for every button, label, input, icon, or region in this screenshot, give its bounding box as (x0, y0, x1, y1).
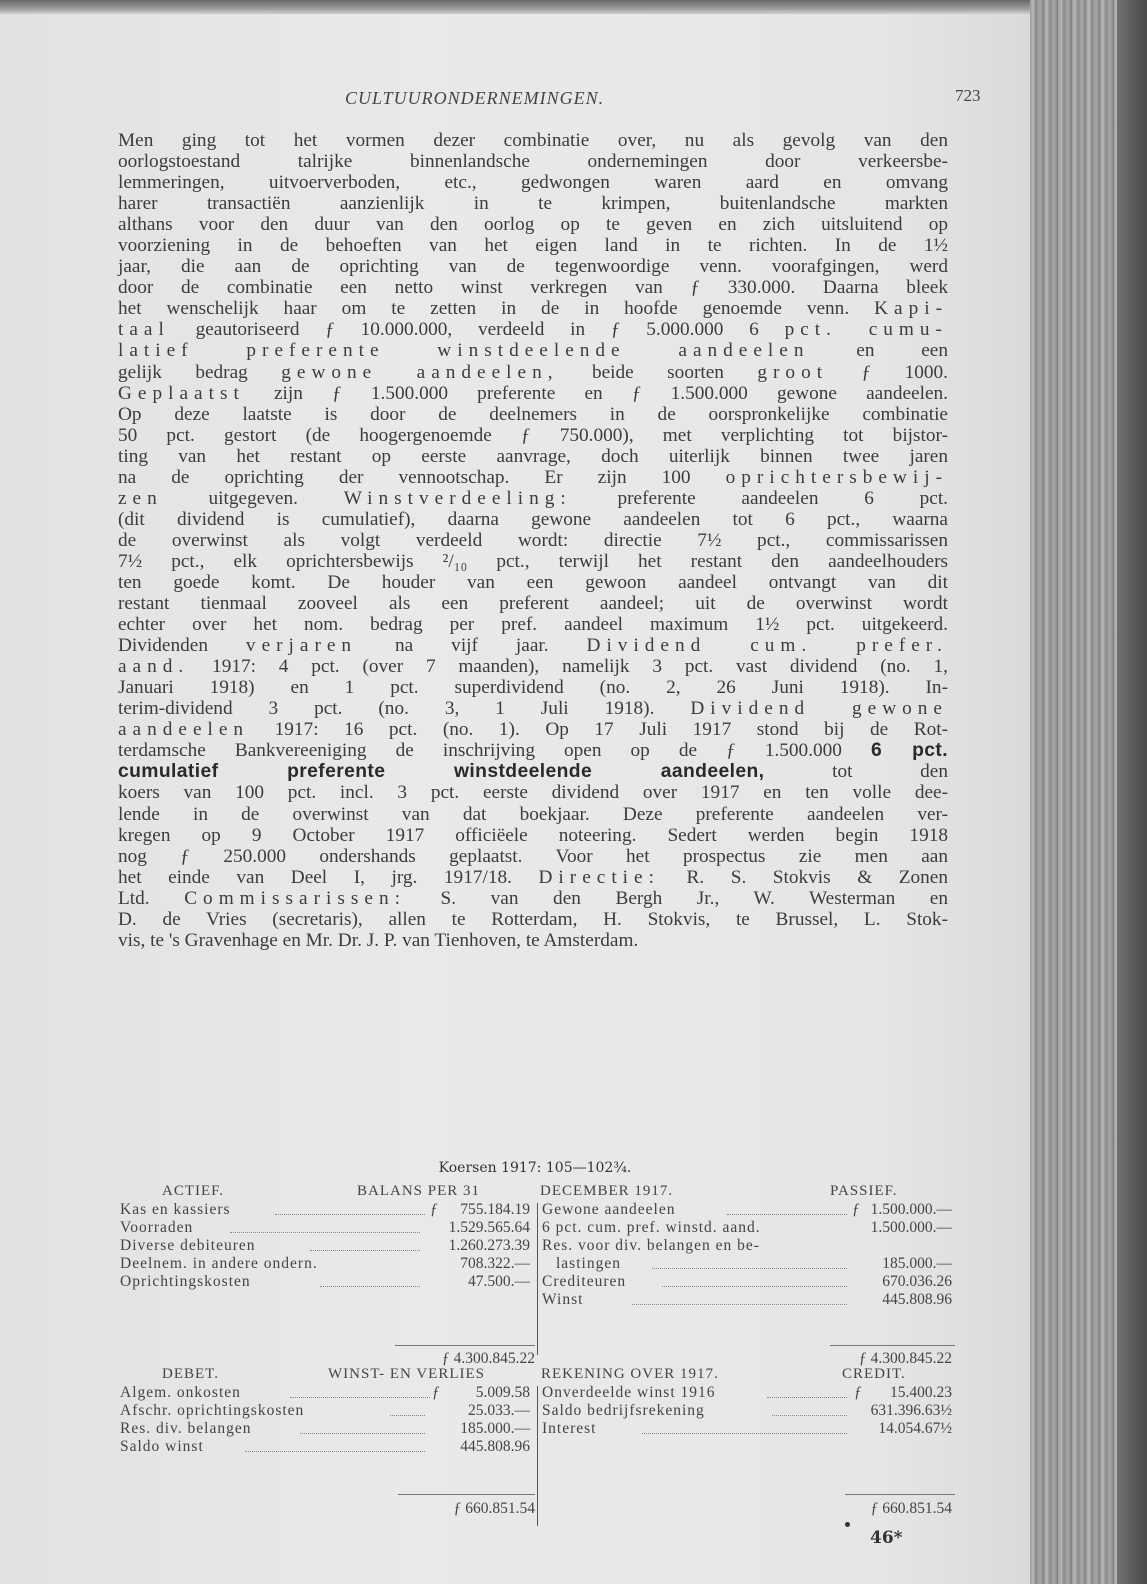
text-line (118, 298, 948, 319)
leader-dots (245, 1451, 425, 1452)
spaced-keyword: gewone aandeelen, (281, 361, 559, 383)
text-line (118, 867, 948, 888)
text-line: althans voor den duur van den oorlog op te geven en zich uitsluitend op (118, 214, 948, 236)
text-segment: 1917: 4 pct. (over 7 maanden), namelijk 3 pct. vast dividend (no. 1, (212, 656, 948, 678)
text-line: lemmeringen, uitvoerverboden, etc., gedwongen waren aard en omvang (118, 172, 948, 194)
book-spine-edge (1030, 0, 1147, 1584)
row-amount: 15.400.23 (890, 1384, 952, 1401)
row-label: Saldo bedrijfsrekening (542, 1402, 705, 1419)
row-label: Algem. onkosten (120, 1384, 241, 1401)
row-label: Gewone aandeelen (542, 1201, 676, 1218)
leader-dots (275, 1214, 425, 1215)
text-segment: geautoriseerd ƒ 10.000.000, verdeeld in ƒ 5.000.000 6 (195, 319, 759, 341)
spaced-keyword: Directie: (538, 866, 660, 888)
leader-dots (727, 1214, 847, 1215)
row-amount: 25.033.— (468, 1402, 530, 1419)
text-line: echter over het nom. bedrag per pref. aandeel maximum 1½ pct. uitgekeerd. (118, 614, 948, 636)
spaced-keyword: latief preferente winstdeelende aandeelen (118, 340, 810, 362)
total-rule (395, 1345, 535, 1346)
leader-dots (632, 1304, 847, 1305)
text-line (118, 340, 948, 361)
spaced-keyword: aand. (118, 656, 190, 678)
leader-dots (320, 1286, 420, 1287)
text-line (118, 698, 948, 719)
body-paragraph (118, 130, 948, 951)
text-line: vis, te 's Gravenhage en Mr. Dr. J. P. van Tienhoven, te Amsterdam. (118, 929, 639, 951)
text-segment: Dividenden (118, 635, 208, 657)
row-label: Interest (542, 1420, 597, 1437)
text-line (118, 719, 948, 740)
text-line (118, 488, 948, 509)
text-segment: 1917: 16 pct. (no. 1). Op 17 Juli 1917 stond bij de Rot- (274, 719, 948, 741)
text-segment: het wenschelijk haar om te zetten in de in hoofde genoemde venn. (118, 298, 850, 320)
text-line: kregen op 9 October 1917 officiëele noteering. Sedert werden begin 1918 (118, 824, 948, 846)
text-line: door de combinatie een netto winst verkregen van ƒ 330.000. Daarna bleek (118, 277, 948, 299)
row-amount: 14.054.67½ (878, 1420, 952, 1437)
currency-sign: ƒ (432, 1384, 440, 1401)
text-segment: terim-dividend 3 pct. (no. 3, 1 Juli 1918). (118, 698, 655, 720)
row-amount: 445.808.96 (460, 1438, 530, 1455)
text-line: (dit dividend is cumulatief), daarna gewone aandeelen tot 6 pct., waarna (118, 508, 948, 530)
currency-sign: ƒ (430, 1201, 438, 1218)
text-line (118, 635, 948, 656)
text-line (118, 888, 948, 909)
spaced-keyword: Commissarissen: (184, 887, 406, 909)
spaced-keyword: Winstverdeeling: (343, 487, 572, 509)
spaced-keyword: taal (118, 319, 170, 341)
text-segment: na vijf jaar. (395, 635, 549, 657)
row-amount: 5.009.58 (475, 1384, 530, 1401)
text-segment: beide soorten (591, 361, 724, 383)
spaced-keyword: verjaren (245, 635, 358, 657)
pl-title-left: WINST- EN VERLIES (328, 1366, 485, 1382)
pl-total-credit: ƒ 660.851.54 (870, 1500, 952, 1517)
text-line: ten goede komt. De houder van een gewoon aandeel ontvangt van dit (118, 571, 948, 593)
text-line: ting van het restant op eerste aanvrage, doch uiterlijk binnen twee jaren (118, 445, 948, 467)
debet-heading: DEBET. (162, 1366, 219, 1382)
text-line: D. de Vries (secretaris), allen te Rotterdam, H. Stokvis, te Brussel, L. Stok- (118, 908, 948, 930)
pl-title-right: REKENING OVER 1917. (541, 1366, 719, 1382)
text-segment: terdamsche Bankvereeniging de inschrijving open op de ƒ 1.500.000 (118, 740, 842, 762)
text-line: koers van 100 pct. incl. 3 pct. eerste dividend over 1917 en ten volle dee- (118, 782, 948, 804)
row-label: Onverdeelde winst 1916 (542, 1384, 716, 1401)
row-label: Res. voor div. belangen en be- (542, 1237, 760, 1254)
text-line: de overwinst als volgt verdeeld wordt: directie 7½ pct., commissarissen (118, 529, 948, 551)
text-line (118, 383, 948, 404)
leader-dots (772, 1415, 847, 1416)
scan-top-edge (0, 0, 1147, 14)
leader-dots (652, 1268, 847, 1269)
row-amount: 47.500.— (468, 1273, 530, 1290)
row-amount: 631.396.63½ (870, 1402, 952, 1419)
row-amount: 708.322.— (460, 1255, 530, 1272)
text-segment: en een (856, 340, 949, 362)
text-segment: ƒ 1000. (861, 361, 948, 383)
row-amount: 445.808.96 (882, 1291, 952, 1308)
row-amount: 185.000.— (882, 1255, 952, 1272)
total-rule (830, 1345, 955, 1346)
row-label: Diverse debiteuren (120, 1237, 256, 1254)
leader-dots (230, 1232, 420, 1233)
row-label: Kas en kassiers (120, 1201, 231, 1218)
row-label: Saldo winst (120, 1438, 204, 1455)
balance-title-left: BALANS PER 31 (357, 1183, 481, 1199)
leader-dots (662, 1286, 847, 1287)
running-head: CULTUURONDERNEMINGEN. (345, 88, 605, 108)
total-rule (845, 1494, 955, 1495)
passief-heading: PASSIEF. (830, 1183, 898, 1199)
currency-sign: ƒ (854, 1384, 862, 1401)
row-amount: 185.000.— (460, 1420, 530, 1437)
balance-total-actief: ƒ 4.300.845.22 (442, 1350, 535, 1367)
bold-emphasis: 6 pct. (871, 740, 949, 762)
text-line: Men ging tot het vormen dezer combinatie over, nu als gevolg van den (118, 130, 948, 151)
row-label: 6 pct. cum. pref. winstd. aand. (542, 1219, 761, 1236)
text-line (118, 467, 948, 488)
column-divider (537, 1203, 538, 1355)
printer-dot-mark (845, 1522, 850, 1527)
column-divider (537, 1386, 538, 1526)
row-amount: 1.500.000.— (870, 1201, 952, 1218)
leader-dots (310, 1250, 420, 1251)
text-line (118, 656, 948, 677)
text-line: lende in de overwinst van dat boekjaar. Deze preferente aandeelen ver- (118, 803, 948, 825)
text-segment: tot den (832, 761, 949, 783)
spaced-keyword: Kapi- (874, 298, 948, 320)
page-number: 723 (955, 86, 981, 105)
text-line: voorziening in de behoeften van het eigen land in te richten. In de 1½ (118, 235, 948, 257)
row-label: Winst (542, 1291, 584, 1308)
spaced-keyword: Dividend cum. prefer. (586, 635, 948, 657)
actief-heading: ACTIEF. (162, 1183, 225, 1199)
balance-title-right: DECEMBER 1917. (540, 1183, 674, 1199)
text-line: harer transactiën aanzienlijk in te krimpen, buitenlandsche markten (118, 193, 948, 215)
text-segment: Ltd. (118, 887, 150, 909)
row-label: Deelnem. in andere ondern. (120, 1255, 318, 1272)
text-segment: uitgegeven. (208, 487, 298, 509)
text-segment: zijn ƒ 1.500.000 preferente en ƒ 1.500.000 gewone aandeelen. (274, 382, 948, 404)
credit-heading: CREDIT. (842, 1366, 906, 1382)
text-line (118, 740, 948, 761)
total-rule (398, 1494, 535, 1495)
text-line: Januari 1918) en 1 pct. superdividend (no. 2, 26 Juni 1918). In- (118, 677, 948, 699)
text-segment: na de oprichting der vennootschap. Er zijn 100 (118, 466, 691, 488)
text-line (118, 362, 948, 383)
text-line: 50 pct. gestort (de hoogergenoemde ƒ 750.000), met verplichting tot bijstor- (118, 424, 948, 446)
row-label: Voorraden (120, 1219, 194, 1236)
text-line (118, 319, 948, 340)
row-label: Afschr. oprichtingskosten (120, 1402, 305, 1419)
signature-mark: 46* (870, 1528, 903, 1548)
leader-dots (642, 1433, 847, 1434)
row-label: Crediteuren (542, 1273, 627, 1290)
text-line: jaar, die aan de oprichting van de tegenwoordige venn. voorafgingen, werd (118, 256, 948, 278)
row-label: Oprichtingskosten (120, 1273, 251, 1290)
leader-dots (290, 1397, 430, 1398)
text-line: Op deze laatste is door de deelnemers in de oorspronkelijke combinatie (118, 403, 948, 425)
spaced-keyword: Geplaatst (118, 382, 245, 404)
leader-dots (300, 1433, 425, 1434)
balance-total-passief: ƒ 4.300.845.22 (859, 1350, 952, 1367)
spaced-keyword: oprichtersbewij- (725, 466, 948, 488)
row-amount: 1.529.565.64 (448, 1219, 530, 1236)
currency-sign: ƒ (852, 1201, 860, 1218)
balance-sheet (120, 1183, 950, 1363)
row-amount: 755.184.19 (460, 1201, 530, 1218)
profit-loss-account (120, 1366, 950, 1536)
row-label: lastingen (556, 1255, 621, 1272)
text-segment: R. S. Stokvis & Zonen (686, 866, 949, 888)
row-amount: 1.500.000.— (870, 1219, 952, 1236)
text-segment: S. van den Bergh Jr., W. Westerman en (440, 887, 949, 909)
text-line (118, 761, 948, 782)
text-segment: preferente aandeelen 6 pct. (617, 487, 948, 509)
row-amount: 670.036.26 (882, 1273, 952, 1290)
text-segment: het einde van Deel I, jrg. 1917/18. (118, 866, 512, 888)
spaced-keyword: zen (118, 487, 163, 509)
text-line: oorlogstoestand talrijke binnenlandsche ondernemingen door verkeersbe- (118, 151, 948, 173)
row-amount: 1.260.273.39 (448, 1237, 530, 1254)
row-label: Res. div. belangen (120, 1420, 252, 1437)
share-price-range: Koersen 1917: 105—102¾. (438, 1160, 632, 1176)
text-line: 7½ pct., elk oprichtersbewijs ²/₁₀ pct., terwijl het restant den aandeelhouders (118, 550, 948, 572)
text-segment: gelijk bedrag (118, 361, 248, 383)
spaced-keyword: Dividend gewone (690, 698, 948, 720)
leader-dots (767, 1397, 847, 1398)
spaced-keyword: aandeelen (118, 719, 250, 741)
spaced-keyword: groot (757, 361, 829, 383)
text-line: nog ƒ 250.000 ondershands geplaatst. Voor het prospectus zie men aan (118, 845, 948, 867)
spaced-keyword: pct. cumu- (784, 319, 948, 341)
leader-dots (390, 1415, 425, 1416)
bold-emphasis: cumulatief preferente winstdeelende aandeelen, (118, 761, 765, 783)
pl-total-debet: ƒ 660.851.54 (453, 1500, 535, 1517)
text-line: restant tienmaal zooveel als een preferent aandeel; uit de overwinst wordt (118, 593, 948, 615)
